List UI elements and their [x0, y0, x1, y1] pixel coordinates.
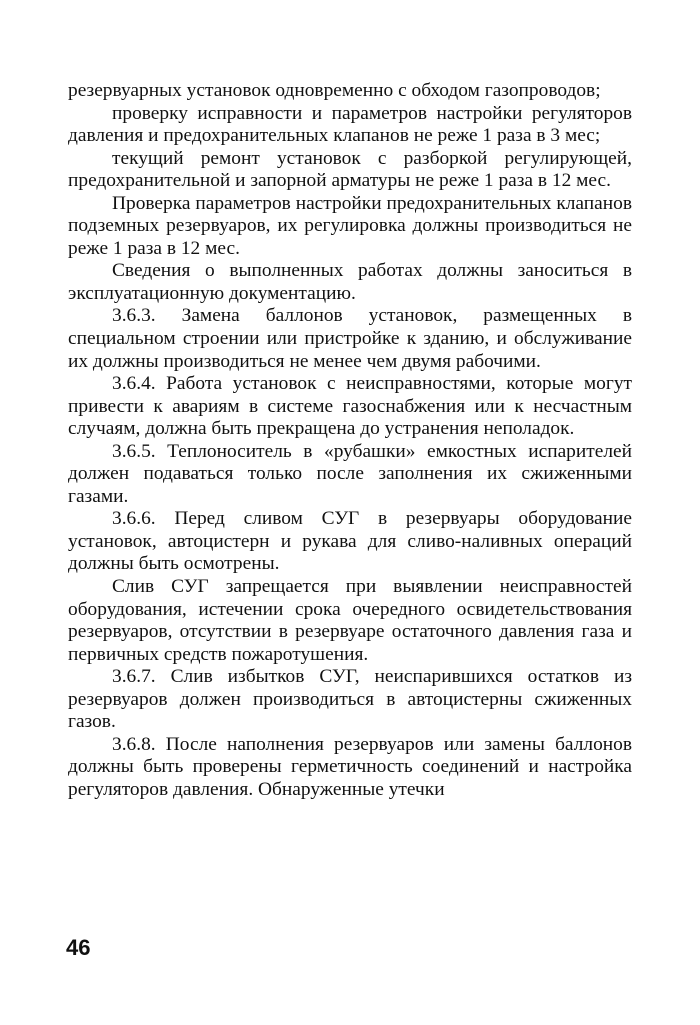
paragraph-safety-valves: Проверка параметров настройки предохранительных клапанов подземных резервуаров, их регулировка должны производиться не реже 1 раза в 12 мес. [68, 192, 632, 259]
page-number: 46 [66, 935, 91, 960]
paragraph-current-repair: текущий ремонт установок с разборкой регулирующей, предохранительной и запорной арматуры не реже 1 раза в 12 мес. [68, 147, 632, 192]
paragraph-3-6-6: 3.6.6. Перед сливом СУГ в резервуары оборудование установок, автоцистерн и рукава для сливо-наливных операций должны быть осмотрены. [68, 508, 632, 575]
paragraph-3-6-7: 3.6.7. Слив избытков СУГ, неиспарившихся остатков из резервуаров должен производиться в автоцистерны сжиженных газов. [68, 666, 632, 733]
paragraph-drain-prohibited: Слив СУГ запрещается при выявлении неисправностей оборудования, истечении срока очередного освидетельствования резервуаров, отсутствии в резервуаре остаточного давления газа и первичных средств пожаротушения. [68, 576, 632, 665]
paragraph-continuation: резервуарных установок одновременно с обходом газопроводов; [68, 80, 601, 101]
paragraph-3-6-5: 3.6.5. Теплоноситель в «рубашки» емкостных испарителей должен подаваться только после заполнения их сжиженными газами. [68, 440, 632, 507]
paragraph-3-6-3: 3.6.3. Замена баллонов установок, размещенных в специальном строении или пристройке к зданию, и обслуживание их должны производиться не менее чем двумя рабочими. [68, 305, 632, 372]
paragraph-check-regulators: проверку исправности и параметров настройки регуляторов давления и предохранительных клапанов не реже 1 раза в 3 мес; [68, 102, 632, 147]
paragraph-3-6-4: 3.6.4. Работа установок с неисправностями, которые могут привести к авариям в системе газоснабжения или к несчастным случаям, должна быть прекращена до устранения неполадок. [68, 373, 632, 440]
body-text [68, 80, 632, 802]
paragraph-documentation: Сведения о выполненных работах должны заноситься в эксплуатационную документацию. [68, 260, 632, 304]
paragraph-3-6-8: 3.6.8. После наполнения резервуаров или замены баллонов должны быть проверены герметичность соединений и настройка регуляторов давления. Обнаруженные утечки [68, 733, 632, 800]
